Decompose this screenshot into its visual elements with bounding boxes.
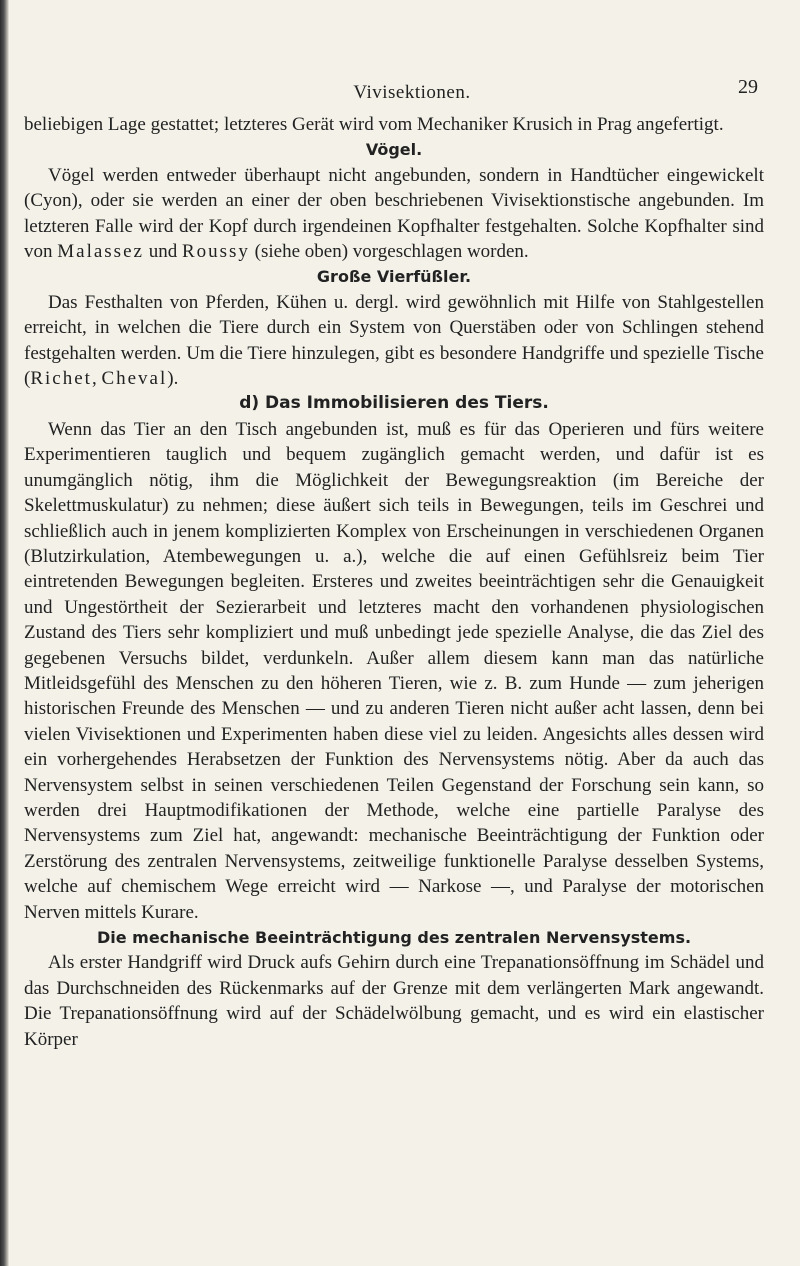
text-run: (siehe oben) vorgeschlagen worden.	[249, 241, 529, 263]
section-heading-grosse-vierfuessler: Große Vierfüßler.	[316, 267, 472, 287]
running-title: Vivisektionen.	[353, 82, 471, 103]
section-heading-mechanische-beeintraechtigung: Die mechanische Beeinträchtigung des zentralen Nervensystems.	[96, 928, 692, 947]
text-run: ,	[91, 368, 102, 390]
body-text	[24, 112, 764, 1052]
author-name: Richet	[30, 368, 92, 390]
section-heading-voegel: Vögel.	[365, 140, 423, 160]
paragraph-grosse-vierfuessler	[24, 290, 764, 392]
binding-shadow	[0, 0, 9, 1266]
paragraph-mechanische-beeintraechtigung: Als erster Handgriff wird Druck aufs Gehirn durch eine Trepanationsöffnung im Schädel und das Durchschneiden des Rückenmarks auf der Grenze mit dem verlängerten Mark angewandt. Die Trepanationsöffnung wird auf der Schädelwölbung gemacht, und es wird ein elastischer Körper	[24, 952, 764, 1050]
paragraph-continuation: beliebigen Lage gestattet; letzteres Gerät wird vom Mechaniker Krusich in Prag angefertigt.	[24, 114, 724, 135]
text-run: Das Festhalten von Pferden, Kühen u. dergl. wird gewöhnlich mit Hilfe von Stahlgestellen erreicht, in welchen die Tiere durch ein System von Querstäben oder von Schlingen stehend festgehalten werden. Um die Tiere hinzulegen, gibt es besondere Handgriffe und spezielle Tische (	[24, 291, 764, 390]
text-run: und	[143, 241, 182, 263]
paragraph-immobilisieren: Wenn das Tier an den Tisch angebunden ist, muß es für das Operieren und fürs weitere Experimentieren tauglich und bequem zugänglich gemacht werden, und dafür ist es unumgänglich nötig, ihm die Möglichkeit der Bewegungsreaktion (im Bereiche der Skelettmuskulatur) zu nehmen; diese äußert sich teils in Bewegungen, teils im Geschrei und schließlich auch in jenem komplizierten Komplex von Erscheinungen in verschiedenen Organen (Blutzirkulation, Atembewegungen u. a.), welche die auf einen Gefühlsreiz beim Tier eintretenden Bewegungen begleiten. Ersteres und zweites beeinträchtigen sehr die Genauigkeit und Ungestörtheit der Sezierarbeit und letzteres macht den vorhandenen physiologischen Zustand des Tiers sehr kompliziert und muß unbedingt jede spezielle Analyse, die das Ziel des gegebenen Versuchs bildet, verdunkeln. Außer allem diesem kann man das natürliche Mitleidsgefühl des Menschen zu den höheren Tieren, wie z. B. zum Hunde — zum jeherigen historischen Freunde des Menschen — und zu anderen Tieren nicht außer acht lassen, denn bei vielen Vivisektionen und Experimenten haben diese viel zu leiden. Angesichts alles dessen wird ein vorhergehendes Herabsetzen der Funktion des Nervensystems nötig. Aber da auch das Nervensystem selbst in seinen verschiedenen Teilen Gegenstand der Forschung sein kann, so werden drei Hauptmodifikationen der Methode, welche eine partielle Paralyse des Nervensystems zum Ziel hat, angewandt: mechanische Beeinträchtigung der Funktion oder Zerstörung des zentralen Nervensystems, zeitweilige funktionelle Paralyse desselben Systems, welche auf chemischem Wege erreicht wird — Narkose —, und Paralyse der motorischen Nerven mittels Kurare.	[24, 418, 764, 923]
text-run: Vögel werden entweder überhaupt nicht angebunden, sondern in Handtücher eingewickelt (Cyon), oder sie werden an einer der oben beschriebenen Vivisektionstische angebunden. Im letzteren Falle wird der Kopf durch irgendeinen Kopfhalter festgehalten. Solche Kopfhalter sind von	[24, 164, 764, 263]
author-name: Malassez	[57, 241, 144, 263]
author-name: Cheval	[101, 368, 168, 390]
section-heading-immobilisieren: d) Das Immobilisieren des Tiers.	[239, 393, 549, 414]
page-number: 29	[738, 76, 758, 98]
text-run: ).	[167, 368, 179, 390]
paragraph-voegel	[24, 163, 764, 265]
author-name: Roussy	[181, 241, 250, 263]
